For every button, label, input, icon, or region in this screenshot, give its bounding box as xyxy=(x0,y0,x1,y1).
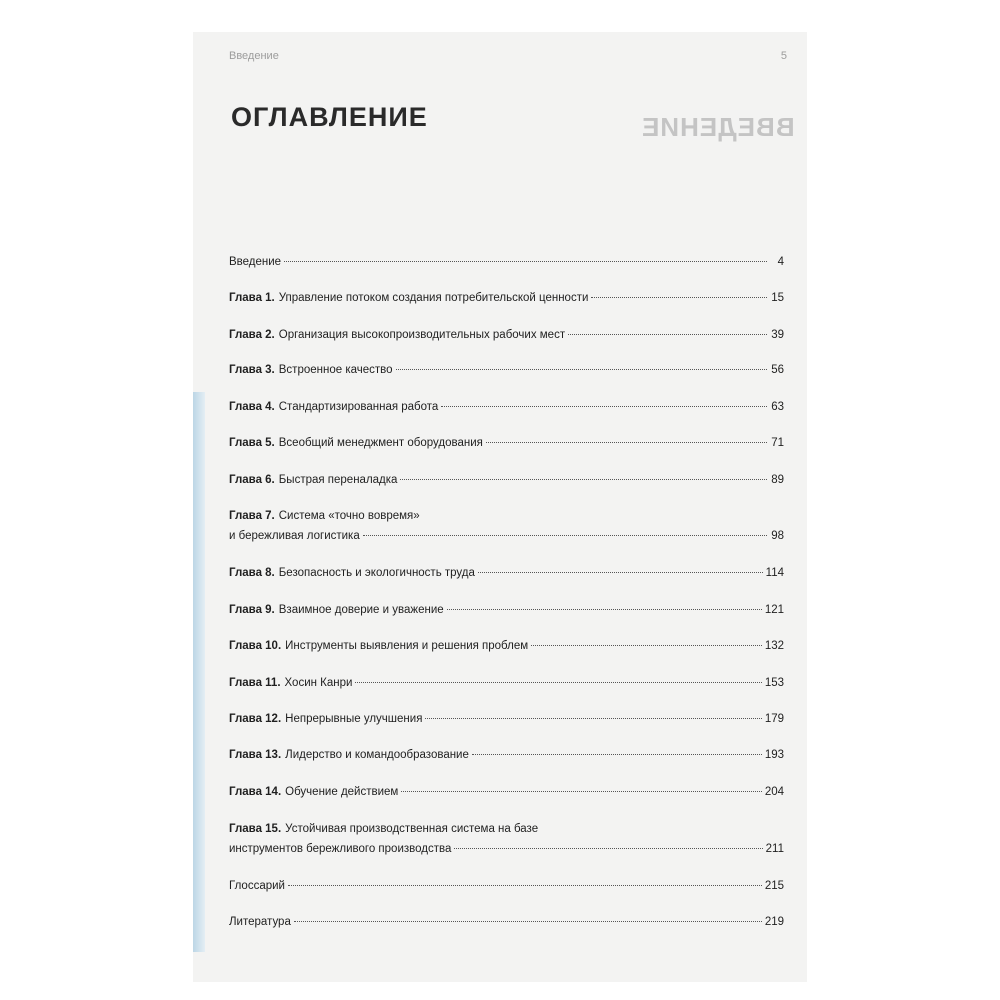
toc-entry-title: Глоссарий xyxy=(229,880,285,892)
dot-leader xyxy=(531,645,762,646)
toc-entry-page: 215 xyxy=(764,880,784,892)
toc-entry-label: Глава 3. xyxy=(229,364,275,376)
dot-leader xyxy=(288,885,762,886)
toc-entry-title: Обучение действием xyxy=(285,786,399,798)
toc-entry-title: Организация высокопроизводительных рабочих мест xyxy=(278,329,566,341)
toc-entry-chapter-13[interactable] xyxy=(229,747,784,763)
toc-entry-page: 179 xyxy=(764,713,784,725)
toc-entry-title: Система «точно вовремя» xyxy=(278,510,420,522)
dot-leader xyxy=(400,479,767,480)
toc-entry-title: Литература xyxy=(229,916,291,928)
toc-entry-title-continued: инструментов бережливого производства xyxy=(229,843,452,855)
toc-entry-label: Глава 13. xyxy=(229,749,282,761)
dot-leader xyxy=(472,754,762,755)
toc-entry-chapter-5[interactable] xyxy=(229,435,784,451)
toc-entry-label: Глава 11. xyxy=(229,677,281,689)
toc-entry-chapter-9[interactable] xyxy=(229,602,784,618)
toc-entry-chapter-6[interactable] xyxy=(229,472,784,488)
toc-entry-title: Введение xyxy=(229,256,282,268)
toc-entry-label: Глава 15. xyxy=(229,823,282,835)
toc-entry-chapter-12[interactable] xyxy=(229,711,784,727)
toc-entry-page: 98 xyxy=(771,530,784,542)
toc-entry-title: Стандартизированная работа xyxy=(278,401,439,413)
toc-entry-title: Быстрая переналадка xyxy=(278,474,398,486)
toc-entry-chapter-11[interactable] xyxy=(229,675,784,691)
toc-entry-title: Устойчивая производственная система на базе xyxy=(285,823,539,835)
toc-entry-page: 204 xyxy=(764,786,784,798)
running-head xyxy=(229,50,787,62)
toc-entry-chapter-4[interactable] xyxy=(229,399,784,415)
show-through-heading: ВВЕДЕНИЕ xyxy=(641,112,795,142)
toc-entry-chapter-15[interactable] xyxy=(229,821,784,857)
toc-entry-chapter-2[interactable] xyxy=(229,327,784,343)
toc-entry-title: Встроенное качество xyxy=(278,364,393,376)
toc-entry-page: 4 xyxy=(777,256,784,268)
running-head-left: Введение xyxy=(229,50,279,62)
toc-entry-literature[interactable] xyxy=(229,914,784,930)
toc-entry-page: 132 xyxy=(764,640,784,652)
toc-entry-chapter-1[interactable] xyxy=(229,290,784,306)
toc-entry-title: Взаимное доверие и уважение xyxy=(278,604,444,616)
toc-entry-chapter-7[interactable] xyxy=(229,508,784,544)
toc-entry-chapter-14[interactable] xyxy=(229,784,784,800)
toc-entry-page: 219 xyxy=(764,916,784,928)
toc-entry-page: 114 xyxy=(765,567,784,579)
toc-entry-label: Глава 6. xyxy=(229,474,275,486)
toc-entry-chapter-8[interactable] xyxy=(229,565,784,581)
dot-leader xyxy=(568,334,767,335)
dot-leader xyxy=(478,572,763,573)
dot-leader xyxy=(591,297,767,298)
toc-entry-title: Инструменты выявления и решения проблем xyxy=(285,640,529,652)
toc-entry-page: 211 xyxy=(765,843,784,855)
toc-entry-title: Непрерывные улучшения xyxy=(285,713,423,725)
toc-entry-page: 39 xyxy=(771,329,784,341)
toc-entry-chapter-3[interactable] xyxy=(229,362,784,378)
page-title: ОГЛАВЛЕНИЕ xyxy=(231,102,428,132)
toc-entry-label: Глава 7. xyxy=(229,510,275,522)
toc-entry-label: Глава 2. xyxy=(229,329,275,341)
toc-entry-label: Глава 4. xyxy=(229,401,275,413)
dot-leader xyxy=(401,791,761,792)
toc-entry-label: Глава 14. xyxy=(229,786,282,798)
toc-entry-title: Всеобщий менеджмент оборудования xyxy=(278,437,483,449)
dot-leader xyxy=(284,261,767,262)
dot-leader xyxy=(425,718,761,719)
dot-leader xyxy=(363,535,767,536)
dot-leader xyxy=(441,406,767,407)
toc-entry-label: Глава 9. xyxy=(229,604,275,616)
running-head-page-number: 5 xyxy=(780,50,787,62)
toc-entry-label: Глава 12. xyxy=(229,713,282,725)
book-page xyxy=(193,32,807,982)
toc-entry-glossary[interactable] xyxy=(229,878,784,894)
toc-entry-page: 56 xyxy=(771,364,784,376)
toc-entry-title: Безопасность и экологичность труда xyxy=(278,567,475,579)
toc-entry-title-continued: и бережливая логистика xyxy=(229,530,360,542)
toc-entry-chapter-10[interactable] xyxy=(229,638,784,654)
dot-leader xyxy=(355,682,761,683)
toc-entry-title: Лидерство и командообразование xyxy=(285,749,469,761)
toc-entry-label: Глава 1. xyxy=(229,292,275,304)
toc-entry-page: 121 xyxy=(764,604,784,616)
toc-entry-page: 71 xyxy=(771,437,784,449)
toc-entry-introduction[interactable] xyxy=(229,254,784,270)
toc-entry-label: Глава 5. xyxy=(229,437,275,449)
toc-entry-page: 15 xyxy=(771,292,784,304)
toc-entry-label: Глава 8. xyxy=(229,567,275,579)
dot-leader xyxy=(454,848,762,849)
dot-leader xyxy=(486,442,767,443)
toc-entry-page: 89 xyxy=(771,474,784,486)
toc-entry-page: 193 xyxy=(764,749,784,761)
toc-entry-title: Управление потоком создания потребительской ценности xyxy=(278,292,589,304)
toc-entry-page: 63 xyxy=(771,401,784,413)
page-edge-shadow xyxy=(193,392,205,952)
toc-entry-title: Хосин Канри xyxy=(284,677,353,689)
dot-leader xyxy=(447,609,762,610)
toc-entry-label: Глава 10. xyxy=(229,640,282,652)
dot-leader xyxy=(294,921,762,922)
dot-leader xyxy=(396,369,767,370)
toc-entry-page: 153 xyxy=(764,677,784,689)
